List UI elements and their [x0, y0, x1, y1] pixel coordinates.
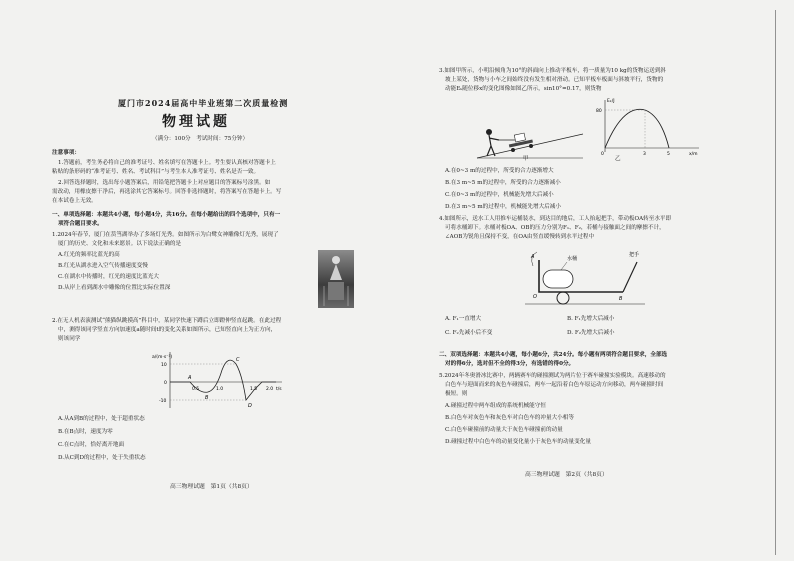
point-label: A	[188, 375, 192, 381]
q4-option-a: A. F₁一直增大	[445, 316, 482, 322]
bucket-label: 水桶	[567, 256, 578, 262]
x-tick: 1.0	[216, 387, 224, 392]
exam-header: 厦门市2024届高中毕业班第二次质量检测	[118, 98, 289, 108]
q3-figure-a	[475, 112, 585, 164]
y-tick: 80	[596, 109, 602, 114]
subject-title: 物理试题	[162, 114, 230, 130]
q1-option-c: C.在湖水中传播时，红光的速度比蓝光大	[58, 274, 159, 280]
q3-option-b: B.在3 m~5 m的过程中，所受的合力逐渐减小	[445, 180, 561, 186]
statue-photo	[318, 250, 354, 308]
a-t-curve	[170, 360, 276, 400]
section1-title: 一、单项选择题：本题共4小题，每小题4分，共16分。在每小题给出的四个选项中，只有一	[52, 212, 281, 218]
q3-option-c: C.在0~3 m的过程中，机械能先增大后减小	[445, 192, 554, 198]
person-head	[486, 129, 492, 135]
notice-item: 粘贴的条形码的“准考证号、姓名、考试科目”与考生本人准考证号、姓名是否一致。	[52, 169, 260, 175]
y-tick: 0	[164, 381, 167, 386]
x-axis-label: x/m	[689, 152, 698, 156]
q2-option-c: C.在C点时，恰好离开地面	[58, 442, 125, 448]
section2-title: 二、双项选择题：本题共4小题，每小题6分，共24分。每小题有两项符合题目要求，全部选	[439, 352, 668, 358]
q4-option-b: B. F₁先增大后减小	[567, 316, 615, 322]
x-tick: 0	[601, 152, 604, 156]
notice-item: 2.回答选择题时，选出每小题答案后，用铅笔把答题卡上对应题目的答案标号涂黑。如	[58, 180, 271, 186]
q5-stem: 白色车与迎面而来的灰色车碰撞后，两车一起沿着白色车原运动方向移动，两车碰撞时间	[445, 382, 664, 388]
x-tick: 3	[643, 152, 646, 156]
q4-stem: ∠AOB为锐角且保持不变，在OA由竖直缓慢转到水平过程中	[445, 234, 595, 240]
q1-option-a: A.红光的频率比蓝光的高	[58, 252, 120, 258]
x-tick: 2.0	[266, 387, 274, 392]
q4-stem: 可将水桶卸下。水桶对板OA、OB的压力分别为F₁、F₂，若桶与接触面之间的摩擦不计，	[445, 225, 665, 231]
q2-acceleration-graph	[150, 350, 290, 412]
point-a-label: A	[531, 254, 535, 260]
section1-title-cont: 项符合题目要求。	[58, 221, 103, 227]
q5-option-a: A.碰撞过程中两车组成的系统机械能守恒	[445, 403, 546, 409]
water-bucket	[543, 270, 573, 288]
notice-title: 注意事项：	[52, 150, 80, 156]
notice-item: 1.答题前，考生务必将自己的准考证号、姓名填写在答题卡上。考生要认真核对答题卡上	[58, 160, 276, 166]
footer-left: 高三物理试题 第1页（共8页）	[170, 484, 253, 490]
q4-stem: 4.如图所示，送水工人用推车运桶装水，到达目的地后，工人抬起把手，带动板OA转至水平即	[439, 216, 672, 222]
q1-stem: 1.2024年春节，厦门在筼筜湖举办了多场灯光秀。如图所示为白鹭女神雕像灯光秀，展现了	[52, 232, 279, 238]
point-o-label: O	[533, 294, 537, 300]
cart-wheel	[557, 292, 569, 304]
q2-option-d: D.从C到D的过程中，处于失重状态	[58, 455, 146, 461]
x-tick: 1.5	[250, 387, 258, 392]
cart-handle	[623, 262, 637, 292]
q3-ek-graph	[595, 96, 703, 156]
y-tick: -10	[159, 399, 167, 404]
q1-option-b: B.红光从湖水进入空气传播速度变慢	[58, 263, 148, 269]
cargo-box	[514, 133, 525, 142]
page-edge-divider	[775, 10, 776, 555]
q2-stem: 中，测得该同学竖直方向加速度a随时间t的变化关系如图所示，已知竖直向上为正方向，	[58, 327, 277, 333]
q2-stem: 则该同学	[58, 336, 81, 342]
q4-cart-figure	[523, 246, 647, 310]
q5-stem: 极短。则	[445, 391, 468, 397]
q1-option-d: D.从岸上看到湖水中雕像的位置比实际位置深	[58, 285, 171, 291]
caption-a: 甲	[523, 156, 529, 162]
q5-option-d: D.碰撞过程中白色车的动量变化量小于灰色车的动量变化量	[445, 439, 591, 445]
x-tick: 5	[667, 152, 670, 156]
q5-option-c: C.白色车碰撞前的动量大于灰色车碰撞前的动量	[445, 427, 563, 433]
notice-item: 需改动，用橡皮擦干净后，再选涂其它答案标号。回答非选择题时，将答案写在答题卡上。写	[52, 189, 282, 195]
y-tick: 10	[161, 363, 167, 368]
x-tick: 0.5	[192, 387, 200, 392]
q5-option-b: B.白色车对灰色车和灰色车对白色车的冲量大小相等	[445, 415, 574, 421]
y-axis-label: Eₖ/J	[607, 99, 615, 104]
q3-stem: 动能Eₖ随位移x的变化图像如图乙所示，sin10°=0.17，则货物	[445, 86, 602, 92]
ek-curve	[605, 109, 669, 148]
point-label: C	[236, 357, 240, 363]
point-b-label: B	[619, 296, 623, 302]
handle-label: 把手	[629, 252, 640, 258]
q2-option-a: A.从A到B的过程中，处于超重状态	[58, 416, 145, 422]
point-label: B	[205, 395, 209, 401]
q1-stem: 厦门的历史、文化和未来愿景。以下说法正确的是	[58, 241, 182, 247]
x-axis-label: t/s	[276, 387, 282, 392]
q4-option-c: C. F₂先减小后不变	[445, 330, 493, 336]
q2-stem: 2.在无人机表演测试“熊猫纵跳摸高”科目中，某同学快速下蹲后立即蹬伸竖直起跳。在此过程	[52, 318, 282, 324]
q3-stem: 坡上某处，货物与小车之间始终没有发生相对滑动。已知平板车板面与斜坡平行，货物的	[445, 77, 664, 83]
q3-option-a: A.在0~3 m的过程中，所受的合力逐渐增大	[445, 168, 554, 174]
footer-right: 高三物理试题 第2页（共8页）	[525, 472, 608, 478]
right-page	[397, 0, 794, 561]
q2-option-b: B.在B点时，速度为零	[58, 429, 113, 435]
caption-b: 乙	[615, 156, 621, 162]
q4-option-d: D. F₂先增大后减小	[567, 330, 615, 336]
exam-info: （满分：100分 考试时间：75分钟）	[152, 136, 249, 142]
q3-option-d: D.在3 m~5 m的过程中，机械能先增大后减小	[445, 204, 561, 210]
person-body	[487, 135, 499, 156]
section2-title-cont: 对的得6分，选对但不全的得3分，有选错的得0分。	[445, 361, 575, 367]
q5-stem: 5.2024年冬奥滑冰比赛中，两辆赛车的碰撞测试为两片位于赛车碰撞实验模块。高速移动的	[439, 373, 666, 379]
y-axis-label: a/(m·s⁻²)	[152, 355, 173, 360]
q3-stem: 3.如图甲所示，小明沿倾角为10°的斜面向上推动平板车，将一质量为10 kg的货物运送到斜	[439, 68, 666, 74]
point-label: D	[248, 403, 252, 409]
notice-item: 在本试卷上无效。	[52, 198, 97, 204]
